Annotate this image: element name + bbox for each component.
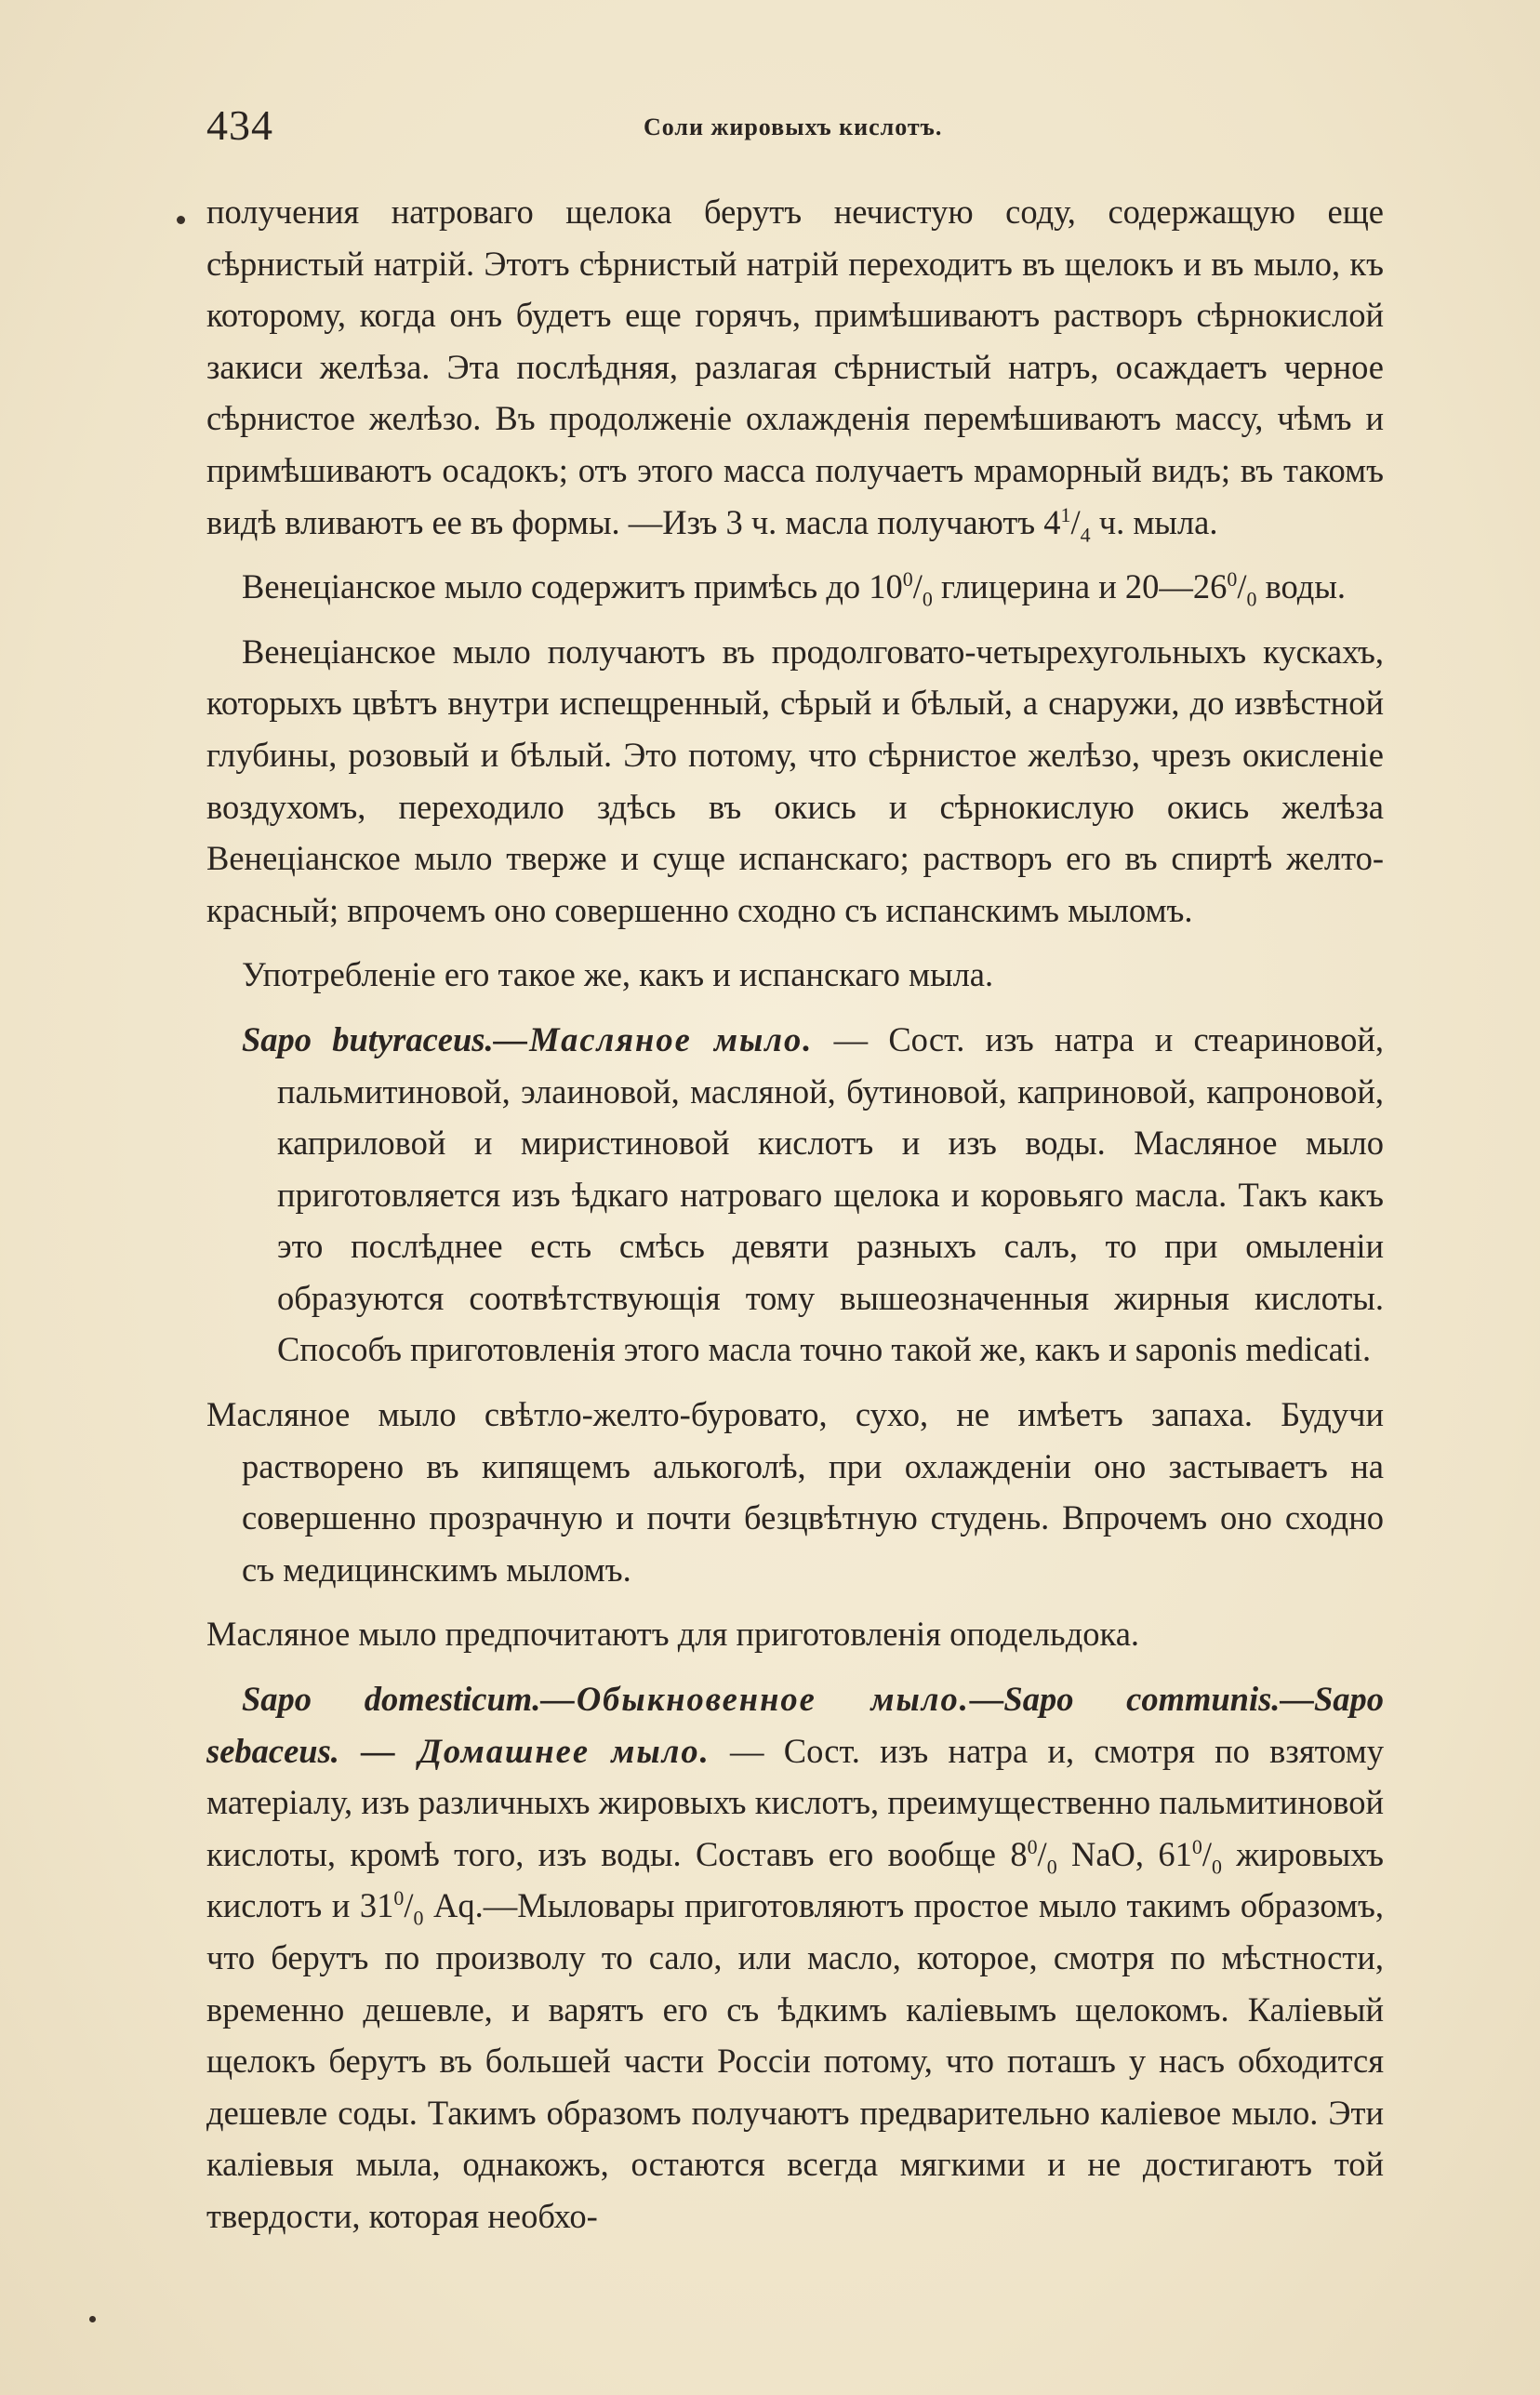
paragraph-5-butyraceus: Sapo butyraceus.—Масляное мыло. — Сост. изъ натра и стеариновой, пальмитиновой, элаиновой, масляной, бутиновой, каприновой, капроновой, каприловой и миристиновой кислотъ и изъ воды. Масляное мыло приготовляется изъ ѣдкаго натроваго щелока и коровьяго масла. Такъ какъ это послѣднее есть смѣсь девяти разныхъ салъ, то при омыленіи образуются соотвѣтствующія тому вышеозначенныя жирныя кислоты. Способъ приготовленія этого масла точно такой же, какъ и saponis medicati.	[242, 1019, 1384, 1369]
body-text	[206, 186, 1384, 2242]
russian-name: —Масляное мыло.	[493, 1019, 814, 1058]
ink-speck	[177, 216, 185, 224]
running-head: Соли жировыхъ кислотъ.	[644, 113, 943, 140]
page-header	[206, 100, 1378, 156]
latin-name: Sapo butyraceus.	[242, 1019, 494, 1058]
paragraph-3: Венеціанское мыло получаютъ въ продолговато-четырехугольныхъ кускахъ, которыхъ цвѣтъ внутри испещренный, сѣрый и бѣлый, а снаружи, до извѣстной глубины, розовый и бѣлый. Это потому, что сѣрнистое желѣзо, чрезъ окисленіе воздухомъ, переходило здѣсь въ окись и сѣрнокислую окись желѣза Венеціанское мыло тверже и суще испанскаго; растворъ его въ спиртѣ желто-красный; впрочемъ оно совершенно сходно съ испанскимъ мыломъ.	[206, 632, 1384, 929]
paragraph-7: Масляное мыло предпочитаютъ для приготовленія оподельдока.	[206, 1615, 1140, 1654]
paragraph-6: Масляное мыло свѣтло-желто-буровато, сухо, не имѣетъ запаха. Будучи растворено въ кипящемъ алькоголѣ, при охлажденіи оно застываетъ на совершенно прозрачную и почти безцвѣтную студень. Впрочемъ оно сходно съ медицинскимъ мыломъ.	[206, 1395, 1384, 1589]
page-number: 434	[206, 101, 273, 149]
ink-speck	[89, 2316, 96, 2322]
paragraph-1: получения натроваго щелока берутъ нечистую соду, содержащую еще сѣрнистый натрій. Этотъ сѣрнистый натрій переходитъ въ щелокъ и въ мыло, къ которому, когда онъ будетъ еще горячъ, примѣшиваютъ растворъ сѣрнокислой закиси желѣза. Эта послѣдняя, разлагая сѣрнистый натръ, осаждаетъ черное сѣрнистое желѣзо. Въ продолженіе охлажденія перемѣшиваютъ массу, чѣмъ и примѣшиваютъ осадокъ; отъ этого масса получаетъ мраморный видъ; въ такомъ видѣ вливаютъ ее въ формы. —Изъ 3 ч. масла получаютъ $4^1/_4$ ч. мыла.	[206, 193, 1384, 546]
paragraph-2: Венеціанское мыло содержитъ примѣсь до $10^0/_0$ глицерина и $20—26^0/_0$ воды.	[242, 567, 1346, 611]
paragraph-8-domesticum: Sapo domesticum.—Обыкновенное мыло.—Sapo communis.—Sapo sebaceus. — Домашнее мыло. — Сост. изъ натра и, смотря по взятому матеріалу, изъ различныхъ жировыхъ кислотъ, преимущественно пальмитиновой кислоты, кромѣ того, изъ воды. Составъ его вообще $8^0/_0$ NaO, $61^0/_0$ жировыхъ кислотъ и $31^0/_0$ Aq.—Мыловары приготовляютъ простое мыло такимъ образомъ, что берутъ по произволу то сало, или масло, которое, смотря по мѣстности, временно дешевле, и варятъ его съ ѣдкимъ каліевымъ щелокомъ. Каліевый щелокъ берутъ въ большей части Россіи потому, что поташъ у насъ обходится дешевле соды. Такимъ образомъ получаютъ предварительно каліевое мыло. Эти каліевыя мыла, однакожъ, остаются всегда мягкими и не достигаютъ той твердости, которая необхо-	[206, 1680, 1385, 2235]
paragraph-4: Употребленіе его такое же, какъ и испанскаго мыла.	[242, 955, 994, 994]
